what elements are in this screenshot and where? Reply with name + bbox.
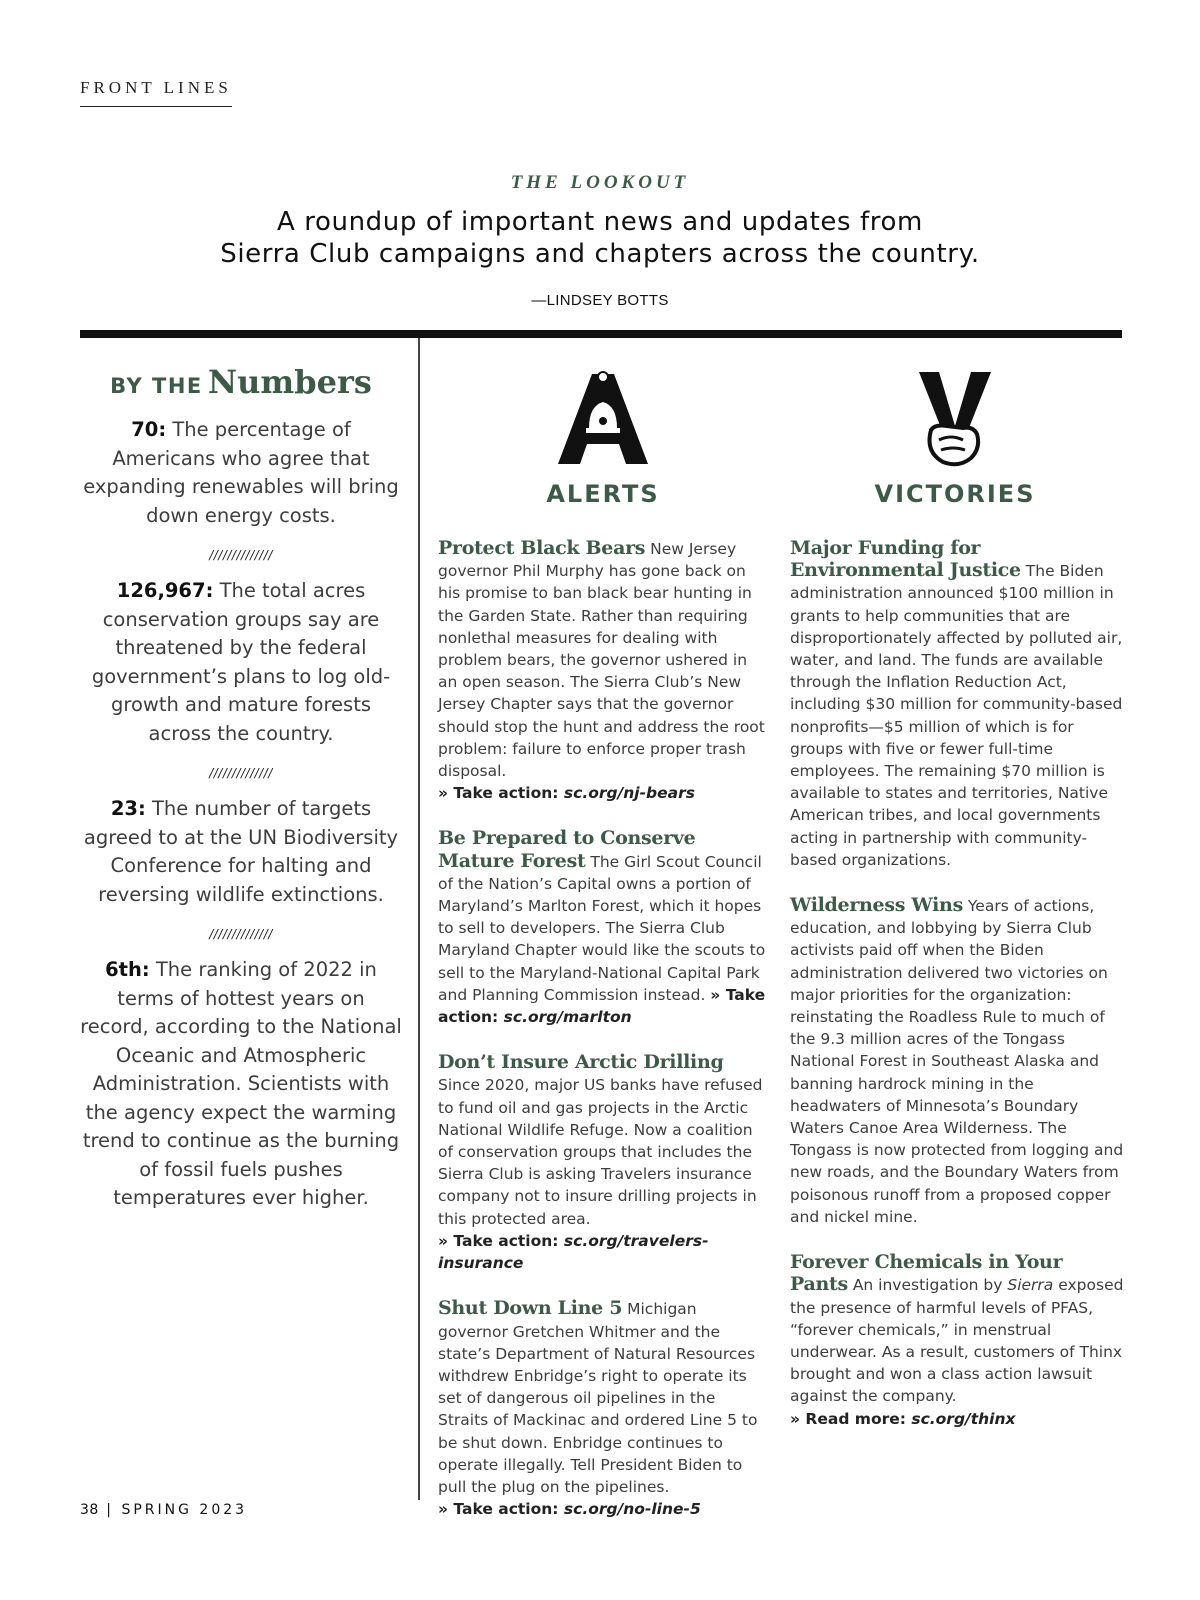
take-action-prefix: » Take action: <box>438 784 564 803</box>
stat-figure: 23: <box>110 797 146 820</box>
take-action-prefix: » Take action: <box>438 1231 564 1250</box>
stat-text: The number of targets agreed to at the UN Biodiversity Conference for halting and reversing wildlife extinctions. <box>83 797 399 906</box>
take-action-link[interactable] <box>438 1500 701 1518</box>
alert-body: Since 2020, major US banks have refused to fund oil and gas projects in the Arctic National Wildlife Refuge. Now a coalition of conservation groups that includes the Sierra Club is asking Travelers insurance company not to insure drilling projects in this protected area. <box>438 1076 763 1228</box>
stat-item <box>80 577 402 748</box>
letter-v-peace-hand-icon <box>917 368 993 468</box>
alert-title: Shut Down Line 5 <box>438 1297 623 1320</box>
victory-title: Forever Chemicals in Your Pants <box>790 1251 1063 1296</box>
take-action-url[interactable]: sc.org/travelers-insurance <box>438 1231 709 1273</box>
stat-figure: 70: <box>131 418 167 441</box>
stat-separator: ////////////// <box>209 766 273 780</box>
headline-line-1: A roundup of important news and updates from <box>277 207 923 237</box>
victory-title: Major Funding for Environmental Justice <box>790 537 1021 582</box>
alerts-label: ALERTS <box>546 480 660 508</box>
victory-item <box>790 538 1124 871</box>
column-divider <box>418 338 420 1500</box>
victories-header <box>790 368 1120 508</box>
alerts-header <box>438 368 768 508</box>
byline: —LINDSEY BOTTS <box>531 292 669 309</box>
alert-item <box>438 1052 768 1274</box>
headline-line-2: Sierra Club campaigns and chapters across the country. <box>220 239 980 269</box>
stat-item <box>80 956 402 1213</box>
victory-body-pre: An investigation by <box>847 1276 1008 1295</box>
victory-item <box>790 1252 1124 1430</box>
stat-item <box>80 416 402 530</box>
alert-title: Protect Black Bears <box>438 537 646 559</box>
stat-separator: ////////////// <box>209 927 273 941</box>
victory-body: The Biden administration announced $100 million in grants to help communities that are disproportionately affected by polluted air, water, and land. The funds are available through the Inflation Reduction Act, including $30 million for community-based nonprofits—$5 million of which is for groups with five or fewer full-time employees. The remaining $70 million is available to states and territories, Native American tribes, and local governments acting in partnership with community-based organizations. <box>790 562 1123 869</box>
footer-separator: | <box>98 1502 122 1518</box>
kicker: THE LOOKOUT <box>510 172 690 193</box>
top-rule <box>80 330 1122 338</box>
take-action-prefix: » Take action: <box>438 985 766 1027</box>
issue-label: SPRING 2023 <box>121 1502 248 1518</box>
take-action-link[interactable] <box>438 1232 709 1272</box>
alert-body: The Girl Scout Council of the Nation’s Capital owns a portion of Maryland’s Marlton Forest, which it hopes to sell to developers. The Sierra Club Maryland Chapter would like the scouts to sell to the Maryland-National Capital Park and Planning Commission instead. <box>438 852 766 1004</box>
stat-text: The ranking of 2022 in terms of hottest years on record, according to the National Oceanic and Atmospheric Administration. Scientists with the agency expect the warming trend to continue as the burning of fossil fuels pushes temperatures ever higher. <box>80 958 402 1209</box>
alert-title: Don’t Insure Arctic Drilling <box>438 1051 724 1074</box>
stat-separator: ////////////// <box>209 548 273 562</box>
take-action-url[interactable]: sc.org/no-line-5 <box>563 1500 701 1519</box>
numbers-title-small: BY THE <box>110 374 203 398</box>
read-more-link[interactable] <box>790 1410 1016 1428</box>
take-action-url[interactable]: sc.org/nj-bears <box>563 784 695 803</box>
alert-title: Be Prepared to Conserve Mature Forest <box>438 827 696 872</box>
section-label: FRONT LINES <box>80 78 232 107</box>
take-action-link[interactable] <box>438 784 695 802</box>
read-more-prefix: » Read more: <box>790 1409 912 1428</box>
take-action-prefix: » Take action: <box>438 1500 564 1519</box>
victory-title: Wilderness Wins <box>790 894 963 917</box>
stat-figure: 6th: <box>105 958 150 981</box>
stat-figure: 126,967: <box>116 579 214 602</box>
victories-label: VICTORIES <box>874 480 1036 508</box>
stat-text: The total acres conservation groups say are threatened by the federal government’s plans to log old-growth and mature forests across the country. <box>91 579 391 745</box>
victory-body-post: exposed the presence of harmful levels of PFAS, “forever chemicals,” in menstrual underwear. As a result, customers of Thinx brought and won a class action lawsuit against the company. <box>790 1276 1124 1406</box>
read-more-url[interactable]: sc.org/thinx <box>911 1409 1016 1428</box>
alert-item <box>438 828 768 1028</box>
alert-item <box>438 538 768 804</box>
alert-body: New Jersey governor Phil Murphy has gone back on his promise to ban black bear hunting in the Garden State. Rather than requiring nonlethal measures for dealing with problem bears, the governor ushered in an open season. The Sierra Club’s New Jersey Chapter says that the governor should stop the hunt and address the root problem: failure to enforce proper trash disposal. <box>438 540 765 781</box>
alert-body: Michigan governor Gretchen Whitmer and the state’s Department of Natural Resources withdrew Enbridge’s right to operate its set of dangerous oil pipelines in the Straits of Mackinac and ordered Line 5 to be shut down. Enbridge continues to operate illegally. Tell President Biden to pull the plug on the pipelines. <box>438 1300 758 1496</box>
victories-column <box>790 538 1124 1454</box>
stat-text: The percentage of Americans who agree that expanding renewables will bring down energy costs. <box>83 418 399 527</box>
headline <box>80 206 1120 270</box>
stat-item <box>80 795 402 909</box>
page-footer <box>80 1502 247 1518</box>
numbers-title <box>80 360 402 410</box>
victory-body-em: Sierra <box>1007 1276 1054 1295</box>
victory-item <box>790 895 1124 1228</box>
alerts-column <box>438 538 768 1544</box>
numbers-title-big: Numbers <box>207 363 372 401</box>
take-action-url[interactable]: sc.org/marlton <box>503 1008 632 1027</box>
by-the-numbers <box>80 360 402 1213</box>
alert-item <box>438 1298 768 1520</box>
letter-a-bell-icon <box>556 368 650 468</box>
victory-body: Years of actions, education, and lobbying by Sierra Club activists paid off when the Biden administration delivered two victories on major priorities for the organization: reinstating the Roadless Rule to much of the 9.3 million acres of the Tongass National Forest in Southeast Alaska and banning hardrock mining in the headwaters of Minnesota’s Boundary Waters Canoe Area Wilderness. The Tongass is now protected from logging and new roads, and the Boundary Waters from poisonous runoff from a proposed copper and nickel mine. <box>790 897 1124 1226</box>
page-number: 38 <box>80 1502 99 1518</box>
